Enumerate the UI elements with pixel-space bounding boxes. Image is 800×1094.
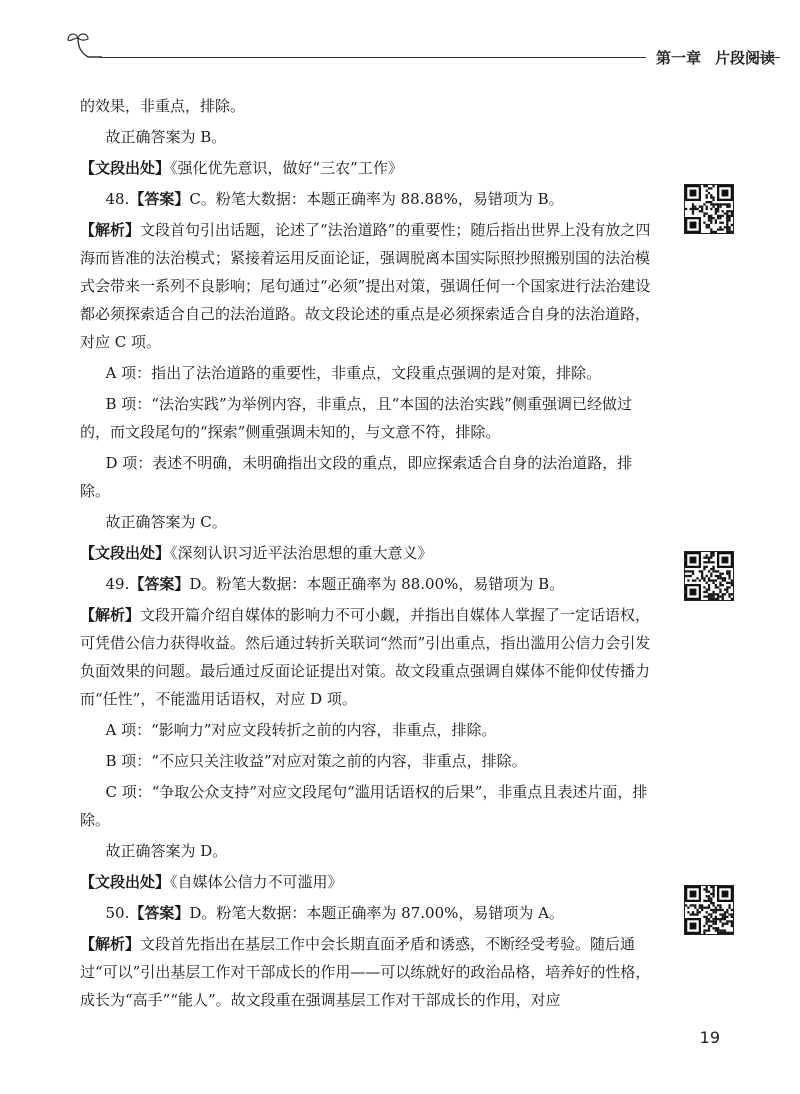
analysis-text: 文段首句引出话题，论述了“法治道路”的重要性；随后指出世界上没有放之四海而皆准的法治模式；紧接着运用反面论证，强调脱离本国实际照抄照搬别国的法治模式会带来一系列不良影响；尾句通过“必须”提出对策，强调任何一个国家进行法治建设都必须探索适合自己的法治道路。故文段论述的重点是必须探索适合自身的法治道路，对应 C 项。 bbox=[80, 221, 651, 351]
option-text: B 项：“不应只关注收益”对应对策之前的内容，非重点，排除。 bbox=[105, 752, 527, 770]
qr-code-icon[interactable] bbox=[684, 885, 734, 935]
option-c-49 bbox=[80, 778, 660, 834]
option-text: C 项：“争取公众支持”对应文段尾句“滥用话语权的后果”，非重点且表述片面，排除。 bbox=[80, 783, 648, 829]
running-header bbox=[62, 30, 780, 70]
analysis-49 bbox=[80, 601, 660, 713]
analysis-text: 文段首先指出在基层工作中会长期直面矛盾和诱惑，不断经受考验。随后通过“可以”引出基层工作对干部成长的作用——可以练就好的政治品格，培养好的性格，成长为“高手”“能人”。故文段重在强调基层工作对干部成长的作用，对应 bbox=[80, 935, 651, 1009]
answer-explanations bbox=[80, 92, 660, 1017]
source-label: 【文段出处】 bbox=[80, 159, 171, 177]
paragraph-text: 故正确答案为 C。 bbox=[105, 513, 227, 531]
correct-answer-line bbox=[80, 837, 660, 865]
option-text: B 项：“法治实践”为举例内容，非重点，且“本国的法治实践”侧重强调已经做过的，而文段尾句的“探索”侧重强调未知的，与文意不符，排除。 bbox=[80, 395, 632, 441]
analysis-label: 【解析】 bbox=[80, 606, 141, 624]
question-number: 49. bbox=[105, 575, 130, 593]
analysis-label: 【解析】 bbox=[80, 221, 141, 239]
question-number: 48. bbox=[105, 190, 130, 208]
source-title: 《深刻认识习近平法治思想的重大意义》 bbox=[170, 544, 433, 562]
header-rule bbox=[98, 57, 646, 58]
option-b-48 bbox=[80, 390, 660, 446]
answer-label: 【答案】 bbox=[129, 904, 190, 922]
answer-line-50 bbox=[80, 899, 660, 927]
option-text: A 项：“影响力”对应文段转折之前的内容，非重点，排除。 bbox=[105, 721, 497, 739]
option-b-49 bbox=[80, 747, 660, 775]
chapter-label: 第一章 bbox=[656, 49, 702, 67]
source-line bbox=[80, 154, 660, 182]
analysis-50 bbox=[80, 930, 660, 1014]
source-line bbox=[80, 868, 660, 896]
analysis-text: 文段开篇介绍自媒体的影响力不可小觑，并指出自媒体人掌握了一定话语权，可凭借公信力获得收益。然后通过转折关联词“然而”引出重点，指出滥用公信力会引发负面效果的问题。最后通过反面论证提出对策。故文段重点强调自媒体不能仰仗传播力而“任性”，不能滥用话语权，对应 D 项。 bbox=[80, 606, 651, 708]
page-number: 19 bbox=[699, 1028, 720, 1047]
answer-label: 【答案】 bbox=[129, 575, 190, 593]
option-a-48 bbox=[80, 359, 660, 387]
correct-answer-line bbox=[80, 123, 660, 151]
answer-label: 【答案】 bbox=[129, 190, 190, 208]
analysis-label: 【解析】 bbox=[80, 935, 141, 953]
option-text: D 项：表述不明确，未明确指出文段的重点，即应探索适合自身的法治道路，排除。 bbox=[80, 454, 633, 500]
source-label: 【文段出处】 bbox=[80, 544, 171, 562]
paragraph-text: 故正确答案为 D。 bbox=[105, 842, 228, 860]
option-d-48 bbox=[80, 449, 660, 505]
correct-answer-line bbox=[80, 508, 660, 536]
source-title: 《强化优先意识，做好“三农”工作》 bbox=[170, 159, 403, 177]
header-rule-end bbox=[752, 57, 780, 58]
answer-text: C。粉笔大数据：本题正确率为 88.88%，易错项为 B。 bbox=[189, 190, 564, 208]
qr-code-icon[interactable] bbox=[684, 551, 734, 601]
option-a-49 bbox=[80, 716, 660, 744]
paragraph-text: 故正确答案为 B。 bbox=[105, 128, 227, 146]
option-text: A 项：指出了法治道路的重要性，非重点，文段重点强调的是对策，排除。 bbox=[105, 364, 602, 382]
analysis-48 bbox=[80, 216, 660, 356]
answer-text: D。粉笔大数据：本题正确率为 87.00%，易错项为 A。 bbox=[189, 904, 564, 922]
source-label: 【文段出处】 bbox=[80, 873, 171, 891]
answer-line-49 bbox=[80, 570, 660, 598]
paragraph-continuation bbox=[80, 92, 660, 120]
paragraph-text: 的效果，非重点，排除。 bbox=[80, 97, 246, 115]
qr-code-icon[interactable] bbox=[684, 184, 734, 234]
answer-line-48 bbox=[80, 185, 660, 213]
source-title: 《自媒体公信力不可滥用》 bbox=[170, 873, 343, 891]
source-line bbox=[80, 539, 660, 567]
question-number: 50. bbox=[105, 904, 130, 922]
section-label: 片段阅读 bbox=[715, 49, 776, 67]
leaf-sprout-icon bbox=[62, 30, 102, 64]
answer-text: D。粉笔大数据：本题正确率为 88.00%，易错项为 B。 bbox=[189, 575, 565, 593]
